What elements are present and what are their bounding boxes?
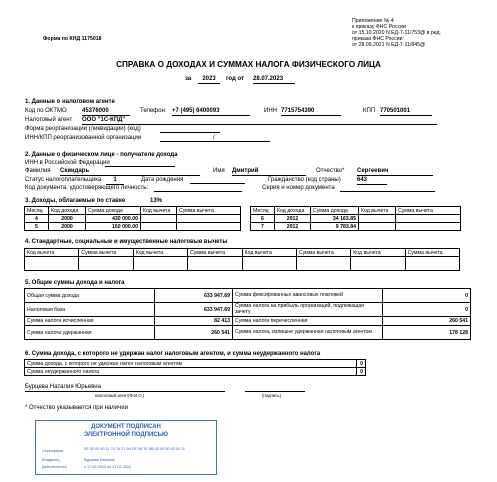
income-code-cell: 2012 <box>275 223 311 231</box>
birthdate-label: Дата рождения <box>141 177 184 183</box>
tax-transferred-value: 260 541 <box>383 317 471 326</box>
tax-overwithheld-value: 178 128 <box>383 326 471 340</box>
income-sum-cell: 430 000.00 <box>86 215 141 223</box>
section-6-heading: 6. Сумма дохода, с которого не удержан налог налоговым агентом, и сумма неудержанного налога <box>25 351 321 357</box>
empty-cell <box>79 257 133 271</box>
stamp-cert-label: Сертификат <box>42 449 64 453</box>
agent-label: Налоговый агент <box>25 117 73 123</box>
stamp-valid-value: с 17.02.2023 по 17.02.2024 <box>84 465 132 469</box>
tax-calculated-label: Сумма налога исчисленная <box>25 317 155 326</box>
income-header-row <box>25 207 461 215</box>
reorg-inn-label: ИНН/КПП реорганизованной организации <box>25 135 142 141</box>
month-cell: 4 <box>25 215 49 223</box>
deduction-code-cell <box>359 215 396 223</box>
kpp-label: КПП <box>363 108 376 114</box>
month-cell: 6 <box>251 215 275 223</box>
agent-name: ООО "1С-КПД" <box>82 117 437 125</box>
fixed-advance-value: 0 <box>383 289 471 303</box>
month-cell: 7 <box>251 223 275 231</box>
status-value: 1 <box>106 177 124 185</box>
col-deduction-sum: Сумма вычета <box>177 207 241 215</box>
report-date: 28.07.2023 <box>253 76 295 84</box>
deduction-code-cell <box>141 223 177 231</box>
stamp-owner-label: Владелец <box>42 458 60 462</box>
col-deduction-sum: Сумма вычета <box>79 249 133 257</box>
col-income-code: Код дохода <box>275 207 311 215</box>
appendix-line-2: к приказу ФНС России <box>352 24 406 30</box>
empty-cell <box>25 257 79 271</box>
col-income-sum: Сумма дохода <box>86 207 141 215</box>
table-row <box>25 368 366 376</box>
col-deduction-code: Код вычета <box>133 249 187 257</box>
doc-series-label: Серия и номер документа <box>262 185 335 191</box>
deduction-sum-cell <box>177 215 241 223</box>
table-row <box>25 303 471 317</box>
income-sum-cell: 34 163.85 <box>311 215 359 223</box>
deduction-sum-cell <box>177 223 241 231</box>
income-code-cell: 2012 <box>275 215 311 223</box>
table-row <box>25 257 460 271</box>
deduction-sum-cell <box>396 223 461 231</box>
col-deduction-code: Код вычета <box>359 207 396 215</box>
section-2-heading: 2. Данные о физическом лице - получателе дохода <box>25 152 178 158</box>
signer-name: Бурцева Наталия Юрьевна <box>25 384 101 390</box>
signer-line <box>25 391 225 392</box>
signature-caption: (подпись) <box>262 393 282 398</box>
col-deduction-code: Код вычета <box>242 249 296 257</box>
reorg-slash: / <box>213 135 215 141</box>
income-code-cell: 2000 <box>49 215 86 223</box>
tax-calculated-value: 82 413 <box>155 317 233 326</box>
digital-signature-stamp <box>35 420 217 475</box>
citizenship-value: 643 <box>357 177 387 185</box>
year-suffix: год от <box>226 76 244 82</box>
doc-code-label: Код документа, удостоверяющего личность: <box>25 185 149 191</box>
section-5-heading: 5. Общие суммы дохода и налога <box>25 280 125 286</box>
year-prefix: за <box>185 76 192 82</box>
citizenship-label: Гражданство (код страны) <box>268 177 341 183</box>
status-label: Статус налогоплательщика <box>25 177 102 183</box>
empty-cell <box>296 257 350 271</box>
col-deduction-code: Код вычета <box>351 249 405 257</box>
income-sum-cell: 160 000.00 <box>86 223 141 231</box>
tax-base-label: Налоговая база <box>25 303 155 317</box>
stamp-line-2: ЭЛЕКТРОННОЙ ПОДПИСЬЮ <box>83 432 169 438</box>
unwithheld-tax-value: 0 <box>357 368 366 376</box>
stamp-valid-label: Действителен <box>42 465 67 469</box>
tax-rate: 13% <box>150 198 163 204</box>
table-row <box>25 326 471 340</box>
section-1-heading: 1. Данные о налоговом агенте <box>25 99 115 105</box>
col-deduction-sum: Сумма вычета <box>396 207 461 215</box>
table-row <box>25 360 366 368</box>
inn-rf-field <box>105 166 175 167</box>
profit-tax-offset-label: Сумма налога на прибыль организаций, подлежащая зачету <box>233 303 383 317</box>
firstname-label: Имя <box>213 168 225 174</box>
empty-cell <box>188 257 242 271</box>
oktmo-value: 45376000 <box>82 108 130 116</box>
col-deduction-sum: Сумма вычета <box>405 249 459 257</box>
appendix-line-5: от 28.09.2021 N ЕД-7-11/845@ <box>352 42 426 48</box>
table-gap <box>241 215 251 223</box>
col-income-sum: Сумма дохода <box>311 207 359 215</box>
col-deduction-sum: Сумма вычета <box>188 249 242 257</box>
month-cell: 5 <box>25 223 49 231</box>
tax-overwithheld-label: Сумма налога, излишне удержанная налоговым агентом <box>233 326 383 340</box>
income-sum-cell: 9 783.84 <box>311 223 359 231</box>
deductions-header-row <box>25 249 460 257</box>
kpp-value: 770501001 <box>380 108 432 116</box>
profit-tax-offset-value: 0 <box>383 303 471 317</box>
deduction-code-cell <box>141 215 177 223</box>
footnote: * Отчество указывается при наличии <box>25 405 128 411</box>
unwithheld-tax-label: Сумма неудержанного налога <box>25 368 357 376</box>
firstname-value: Дмитрий <box>232 168 306 176</box>
deductions-table <box>24 248 460 271</box>
table-gap <box>241 207 251 215</box>
birthdate-field <box>190 183 245 184</box>
stamp-cert-value: 2E 00 00 00 11 74 76 27 5A DF 48 7E 9B 00 00 00 00 00 11 <box>84 447 185 451</box>
surname-label: Фамилия <box>25 168 51 174</box>
table-row <box>25 289 471 303</box>
empty-cell <box>351 257 405 271</box>
phone-label: Телефон <box>140 108 165 114</box>
income-code-cell: 2000 <box>49 223 86 231</box>
deduction-code-cell <box>359 223 396 231</box>
phone-value: +7 (495) 6400093 <box>172 108 250 116</box>
unwithheld-income-label: Сумма дохода, с которого не удержан налог налоговым агентом <box>25 360 357 368</box>
table-row <box>25 215 461 223</box>
income-table <box>24 206 461 231</box>
agent-inn-label: ИНН <box>264 108 277 114</box>
col-income-code: Код дохода <box>49 207 86 215</box>
tax-withheld-label: Сумма налога удержанная <box>25 326 155 340</box>
table-gap <box>241 223 251 231</box>
doc-code-field <box>154 191 242 192</box>
reorg-inn-field <box>160 141 270 142</box>
appendix-line-3: от 15.10.2020 N ЕД-7-11/753@ в ред. <box>352 30 442 36</box>
section-3-heading: 3. Доходы, облагаемые по ставке <box>25 198 126 204</box>
tax-base-value: 633 947.69 <box>155 303 233 317</box>
stamp-line-1: ДОКУМЕНТ ПОДПИСАН <box>91 424 161 430</box>
unwithheld-table <box>24 359 366 376</box>
inn-rf-label: ИНН в Российской Федерации <box>25 160 110 166</box>
deduction-sum-cell <box>396 215 461 223</box>
empty-cell <box>133 257 187 271</box>
tax-withheld-value: 260 541 <box>155 326 233 340</box>
patronymic-value: Сергеевич <box>357 168 433 176</box>
empty-cell <box>242 257 296 271</box>
doc-series-field <box>340 191 435 192</box>
page-title: СПРАВКА О ДОХОДАХ И СУММАХ НАЛОГА ФИЗИЧЕСКОГО ЛИЦА <box>116 60 381 69</box>
table-row <box>25 317 471 326</box>
empty-cell <box>405 257 459 271</box>
signer-caption: налоговый агент(Ф.И.О.) <box>95 393 145 398</box>
total-income-value: 633 947.69 <box>155 289 233 303</box>
totals-table <box>24 288 471 340</box>
appendix-line-1: Приложение № 4 <box>352 18 394 24</box>
col-month: Месяц <box>25 207 49 215</box>
fixed-advance-label: Сумма фиксированных авансовых платежей <box>233 289 383 303</box>
agent-inn-value: 7715754390 <box>281 108 341 116</box>
stamp-owner-value: Бурцева Наталия <box>84 458 115 462</box>
col-month: Месяц <box>251 207 275 215</box>
unwithheld-income-value: 0 <box>357 360 366 368</box>
col-deduction-code: Код вычета <box>25 249 79 257</box>
patronymic-label: Отчество* <box>316 168 345 174</box>
oktmo-label: Код по ОКТМО <box>25 108 67 114</box>
total-income-label: Общая сумма дохода <box>25 289 155 303</box>
tax-transferred-label: Сумма налога перечисленная <box>233 317 383 326</box>
section-4-heading: 4. Стандартные, социальные и имущественные налоговые вычеты <box>25 239 228 245</box>
reorg-field <box>160 132 220 133</box>
table-row <box>25 223 461 231</box>
appendix-line-4: приказа ФНС России <box>352 36 403 42</box>
signature-line <box>245 391 305 392</box>
surname-value: Скиндарь <box>60 168 200 176</box>
reorg-label: Форма реорганизации (ликвидации) (код) <box>25 126 141 132</box>
knd-code: Форма по КНД 1175018 <box>43 36 102 42</box>
col-deduction-code: Код вычета <box>141 207 177 215</box>
report-year: 2023 <box>198 76 220 84</box>
col-deduction-sum: Сумма вычета <box>296 249 350 257</box>
